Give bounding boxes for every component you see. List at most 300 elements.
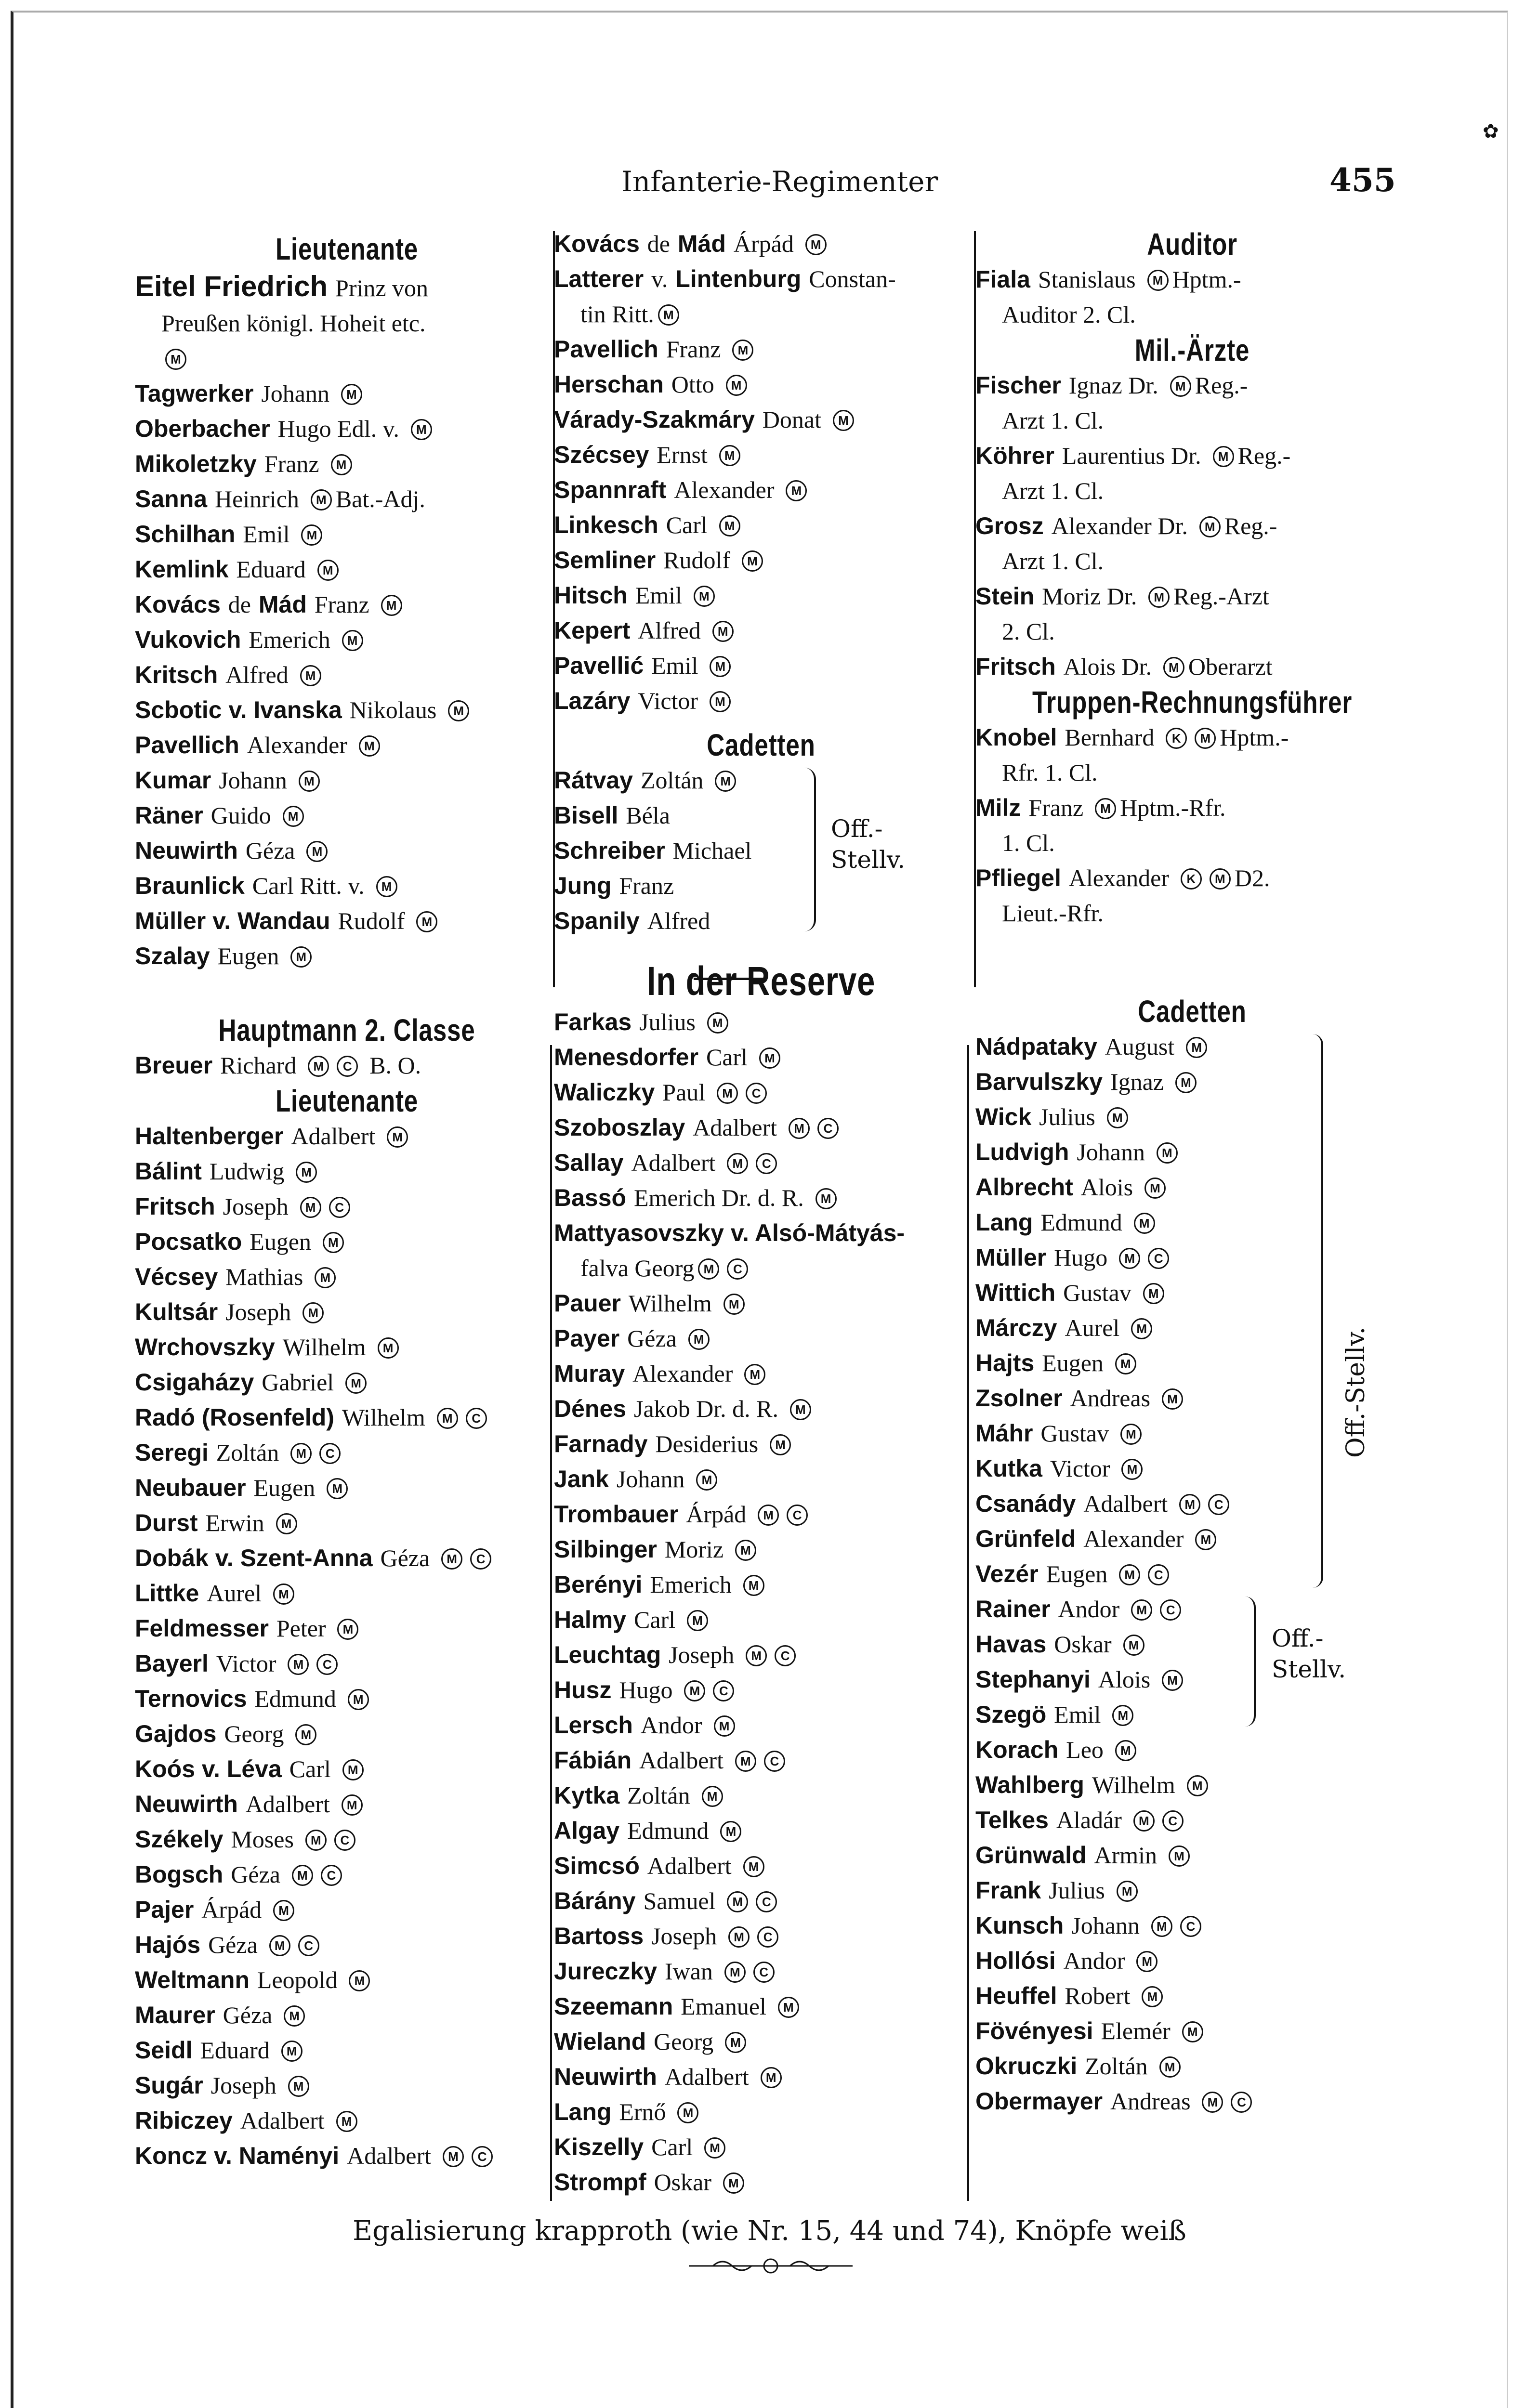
entry-continuation: Auditor 2. Cl. <box>1002 301 1136 328</box>
entry-given-name: Árpád <box>686 1501 747 1528</box>
entry-given-name: Gustav <box>1063 1279 1131 1306</box>
entry-surname: Algay <box>554 1817 620 1844</box>
m-icon: M <box>735 1540 756 1561</box>
off-stellv-label: Off.- Stellv. <box>831 815 906 874</box>
entry-given-name: Leopold <box>257 1966 338 1993</box>
entry-surname: Kumar <box>135 767 211 794</box>
list-item <box>554 1602 968 1637</box>
list-item <box>554 1989 968 2024</box>
entry-surname: Grünfeld <box>975 1525 1076 1552</box>
m-icon: M <box>1131 1318 1152 1339</box>
entry-surname: Kutka <box>975 1455 1042 1482</box>
list-item <box>975 1767 1409 1803</box>
m-icon: M <box>448 700 469 721</box>
entry-surname: Kovács <box>135 591 221 618</box>
m-icon: M <box>684 1680 705 1701</box>
entry-surname: Pavellić <box>554 652 644 679</box>
entry-surname: Kritsch <box>135 661 218 688</box>
entry-given-name: Eugen <box>250 1228 311 1255</box>
m-icon: M <box>743 1856 764 1877</box>
entry-continuation: falva Georg M C <box>554 1251 968 1286</box>
k-icon: K <box>1166 728 1187 749</box>
brace <box>1245 1597 1256 1727</box>
list-item <box>135 1857 559 1892</box>
entry-given-name: Eduard <box>236 556 306 583</box>
m-icon: M <box>786 480 807 501</box>
c-icon: C <box>319 1443 341 1464</box>
m-icon: M <box>1163 657 1184 678</box>
list-item <box>975 720 1409 790</box>
entry-surname: Oberbacher <box>135 415 270 442</box>
entry-given-name: Franz <box>619 872 674 899</box>
m-icon: M <box>727 1153 748 1174</box>
list-item <box>554 1813 968 1848</box>
entry-given-name: Carl <box>289 1755 331 1782</box>
m-icon: M <box>743 1575 764 1596</box>
entry-given-name: Ernő <box>619 2098 666 2125</box>
list-item <box>975 438 1409 509</box>
entry-given-name: Georg <box>654 2028 714 2055</box>
entry-given-name: Adalbert <box>693 1114 777 1141</box>
entry-given-name: Géza <box>380 1544 430 1571</box>
m-icon: M <box>300 1197 321 1218</box>
entry-given-name: Bernhard <box>1065 724 1155 751</box>
entry-given-name-part: Constan- <box>809 265 896 292</box>
c-icon: C <box>753 1962 775 1983</box>
entry-surname: Csanády <box>975 1490 1076 1517</box>
c-icon: C <box>466 1408 487 1429</box>
m-icon: M <box>1136 1951 1158 1972</box>
list-item <box>135 411 559 446</box>
entry-given-name: Carl Ritt. v. <box>252 872 365 899</box>
entry-surname: Köhrer <box>975 442 1054 469</box>
entry-given-name: Alfred <box>225 661 289 688</box>
entry-given-name: Erwin <box>205 1509 264 1536</box>
page-header <box>0 161 1539 209</box>
entry-given-name: Donat <box>762 406 822 433</box>
entry-continuation: 1. Cl. <box>1002 829 1055 856</box>
m-icon: M <box>1144 1178 1166 1199</box>
entry-surname: Jank <box>554 1466 609 1492</box>
entry-given-name: Emerich <box>650 1571 732 1598</box>
list-item <box>554 1321 968 1356</box>
entry-given-name: Adalbert <box>639 1747 723 1774</box>
entry-given-name: Heinrich <box>214 485 299 512</box>
list-item <box>135 1259 559 1295</box>
entry-surname: Herschan <box>554 371 664 398</box>
list-item <box>135 693 559 728</box>
list-item <box>554 472 968 508</box>
entry-surname: Bárány <box>554 1887 636 1914</box>
entry-given-name: Alexander <box>674 476 775 503</box>
list-item <box>975 509 1409 579</box>
entry-surname: Haltenberger <box>135 1123 284 1150</box>
entry-surname: Spannraft <box>554 476 667 503</box>
list-item <box>554 798 968 833</box>
entry-given-name: Armin <box>1094 1842 1158 1869</box>
entry-given-name: v. <box>651 265 668 292</box>
m-icon: M <box>416 911 437 932</box>
list-item <box>554 1848 968 1884</box>
entry-title: Reg.- <box>1195 372 1248 399</box>
list-item <box>975 262 1409 332</box>
entry-given-name: Franz <box>264 450 319 477</box>
entry-surname: Stein <box>975 583 1035 610</box>
entry-surname: Székely <box>135 1826 224 1853</box>
entry-given-name: Alexander <box>247 732 347 759</box>
m-icon: M <box>1213 446 1234 467</box>
entry-surname: Neuwirth <box>135 837 238 864</box>
list-item <box>975 1803 1409 1838</box>
auditor-heading: Auditor <box>1147 227 1237 262</box>
entry-title: Oberarzt <box>1188 653 1273 680</box>
entry-surname: Farkas <box>554 1008 632 1035</box>
entry-given-name: Paul <box>662 1079 706 1106</box>
entry-given-name: Gustav <box>1040 1420 1109 1447</box>
m-icon: M <box>1143 1283 1164 1304</box>
m-icon: M <box>1199 516 1221 537</box>
list-item <box>554 1637 968 1673</box>
m-icon: M <box>816 1188 837 1209</box>
c-icon: C <box>1208 1494 1229 1515</box>
m-icon: M <box>290 946 312 968</box>
entry-given-name: Johann <box>219 767 287 794</box>
list-item <box>135 587 559 622</box>
entry-given-name: Ignaz Dr. <box>1068 372 1158 399</box>
entry-surname: Pajer <box>135 1896 194 1923</box>
list-item <box>554 1919 968 1954</box>
entry-title: Hptm.- <box>1220 724 1289 751</box>
list-item <box>135 376 559 411</box>
list-item <box>135 1295 559 1330</box>
list-item <box>975 1908 1409 1943</box>
entry-given-name: Gabriel <box>262 1369 334 1396</box>
m-icon: M <box>1210 868 1231 890</box>
list-item <box>135 1576 559 1611</box>
list-item <box>135 446 559 482</box>
entry-given-name: de <box>647 230 670 257</box>
entry-surname: Mattyasovszky v. Alsó-Mátyás- <box>554 1219 905 1246</box>
m-icon: M <box>283 806 304 827</box>
m-icon: M <box>1121 1459 1143 1480</box>
entry-continuation: Arzt 1. Cl. <box>1002 407 1104 434</box>
rechnungsfuehrer-list <box>975 720 1409 931</box>
entry-surname: Linkesch <box>554 511 658 538</box>
list-item <box>554 367 968 402</box>
c-icon: C <box>1148 1564 1169 1585</box>
entry-surname: Spanily <box>554 907 640 934</box>
entry-surname: Havas <box>975 1631 1047 1658</box>
list-item <box>554 1532 968 1567</box>
entry-given-name: Hugo <box>619 1676 673 1703</box>
list-item <box>135 1963 559 1998</box>
m-icon: M <box>720 1821 741 1842</box>
entry-given-name: Alois Dr. <box>1063 653 1152 680</box>
entry-surname: Jung <box>554 872 612 899</box>
c-icon: C <box>817 1118 839 1139</box>
entry-surname: Telkes <box>975 1806 1049 1833</box>
entry-given-name: Alfred <box>638 617 701 644</box>
c-icon: C <box>321 1865 342 1886</box>
entry-given-name: Emil <box>1054 1701 1101 1728</box>
list-item <box>975 1521 1409 1557</box>
entry-given-name: Eugen <box>253 1474 316 1501</box>
entry-given-name: Joseph <box>651 1923 717 1950</box>
entry-given-name: Hugo Edl. v. <box>277 415 399 442</box>
entry-given-name: Edmund <box>627 1817 709 1844</box>
list-item <box>135 622 559 657</box>
m-icon: M <box>165 349 186 370</box>
list-item <box>135 1505 559 1541</box>
list-item <box>135 1541 559 1576</box>
entry-given-name: Emerich Dr. d. R. <box>633 1184 804 1211</box>
m-icon: M <box>712 621 734 642</box>
m-icon: M <box>1107 1107 1128 1128</box>
c-icon: C <box>746 1083 767 1104</box>
m-icon: M <box>315 1267 336 1288</box>
m-icon: M <box>715 771 736 792</box>
list-item <box>135 939 559 974</box>
entry-surname: Lersch <box>554 1712 633 1739</box>
entry-given-name: Julius <box>1049 1877 1105 1904</box>
list-item <box>975 1135 1409 1170</box>
entry-surname: Payer <box>554 1325 620 1352</box>
entry-surname: Berényi <box>554 1571 643 1598</box>
entry-given-name: Ernst <box>657 441 708 468</box>
m-icon: M <box>1159 2056 1181 2078</box>
entry-surname: Kunsch <box>975 1912 1064 1939</box>
m-icon: M <box>1186 1037 1207 1058</box>
list-item <box>554 648 968 683</box>
entry-surname: Husz <box>554 1676 612 1703</box>
list-item <box>135 728 559 763</box>
list-item <box>554 1040 968 1075</box>
m-icon: M <box>758 1505 779 1526</box>
entry-surname: Neuwirth <box>135 1791 238 1818</box>
entry-given-name: Géza <box>231 1861 280 1888</box>
m-icon: M <box>725 2032 746 2053</box>
m-icon: M <box>719 445 740 466</box>
entry-given-name: August <box>1105 1033 1175 1060</box>
entry-given-name: Moses <box>231 1826 294 1853</box>
list-item <box>554 402 968 437</box>
entry-continuation: tin Ritt. M <box>554 297 968 332</box>
list-item <box>554 2059 968 2094</box>
list-item <box>554 332 968 367</box>
entry-given-name: Stanislaus <box>1038 266 1136 293</box>
entry-given-name: Guido <box>210 802 271 829</box>
c-icon: C <box>1160 1599 1181 1621</box>
m-icon: M <box>1202 2092 1223 2113</box>
list-item <box>975 2014 1409 2049</box>
m-icon: M <box>323 1232 344 1253</box>
entry-given-name: Joseph <box>669 1641 735 1668</box>
c-icon: C <box>334 1830 355 1851</box>
m-icon: M <box>744 1364 765 1385</box>
list-item <box>554 613 968 648</box>
m-icon: M <box>295 1724 316 1745</box>
m-icon: M <box>732 340 753 361</box>
entry-surname: Szegö <box>975 1701 1047 1728</box>
entry-surname: Wrchovszky <box>135 1334 275 1361</box>
entry-surname: Kovács <box>554 230 640 257</box>
m-icon: M <box>727 1891 748 1912</box>
list-item <box>975 1029 1409 1064</box>
list-item <box>135 1927 559 1963</box>
middle-cadetten-list <box>554 763 968 939</box>
entry-surname: Kepert <box>554 617 631 644</box>
m-icon: M <box>658 304 679 326</box>
list-item <box>554 262 968 332</box>
list-item <box>135 1365 559 1400</box>
entry-given-name: Edmund <box>254 1685 336 1712</box>
entry-given-name: Laurentius Dr. <box>1062 442 1201 469</box>
entry-surname: Durst <box>135 1509 198 1536</box>
m-icon: M <box>331 454 352 475</box>
entry-surname: Latterer <box>554 265 644 292</box>
entry-surname: Korach <box>975 1736 1059 1763</box>
entry-surname: Grünwald <box>975 1842 1087 1869</box>
m-icon: M <box>296 1162 317 1183</box>
entry-given-name: Elemér <box>1101 2017 1171 2044</box>
entry-surname: Pfliegel <box>975 864 1061 891</box>
cadetten-list-c <box>975 1732 1409 2119</box>
list-item <box>975 1592 1409 1627</box>
c-icon: C <box>1148 1248 1169 1269</box>
entry-surname: Bayerl <box>135 1650 209 1677</box>
m-icon: M <box>742 550 763 572</box>
m-icon: M <box>710 691 731 712</box>
entry-surname: Gajdos <box>135 1720 217 1747</box>
m-icon: M <box>789 1118 810 1139</box>
entry-surname: Trombauer <box>554 1501 679 1528</box>
c-icon: C <box>329 1197 350 1218</box>
list-item <box>135 1646 559 1681</box>
entry-surname-part: Mád <box>258 591 307 618</box>
entry-surname: Fritsch <box>135 1193 215 1220</box>
entry-given-name: Joseph <box>223 1193 289 1220</box>
entry-surname: Rátvay <box>554 767 633 794</box>
entry-surname: Semliner <box>554 547 656 574</box>
entry-surname: Milz <box>975 794 1021 821</box>
entry-surname: Müller <box>975 1244 1047 1271</box>
entry-surname: Albrecht <box>975 1174 1073 1201</box>
entry-surname: Pavellich <box>135 732 239 759</box>
entry-surname: Wick <box>975 1103 1032 1130</box>
m-icon: M <box>292 1865 313 1886</box>
entry-given-name: Carl <box>666 511 708 538</box>
entry-continuation: Rfr. 1. Cl. <box>1002 759 1098 786</box>
m-icon: M <box>833 410 854 431</box>
entry-given-name: Iwan <box>664 1958 713 1985</box>
m-icon: M <box>704 2137 725 2159</box>
entry-surname: Farnady <box>554 1430 648 1457</box>
list-item <box>975 1240 1409 1275</box>
list-item <box>975 579 1409 649</box>
entry-given-name: Árpád <box>201 1896 262 1923</box>
entry-surname: Vécsey <box>135 1263 218 1290</box>
entry-surname: Márczy <box>975 1314 1057 1341</box>
m-icon: M <box>288 1654 309 1675</box>
entry-given-name: Robert <box>1065 1982 1131 2009</box>
entry-given-name: Eugen <box>217 942 279 969</box>
list-item <box>135 1119 559 1154</box>
entry-surname: Vukovich <box>135 626 241 653</box>
entry-surname: Bogsch <box>135 1861 224 1888</box>
list-item <box>554 1954 968 1989</box>
entry-title: Hptm.-Rfr. <box>1120 794 1226 821</box>
list-item <box>135 1822 559 1857</box>
entry-surname: Szeemann <box>554 1993 673 2020</box>
m-icon: M <box>276 1513 297 1534</box>
m-icon: M <box>687 1610 708 1631</box>
entry-surname: Wieland <box>554 2028 646 2055</box>
m-icon: M <box>441 1548 462 1570</box>
entry-given-name: Otto <box>671 371 714 398</box>
list-item <box>554 683 968 719</box>
list-item <box>135 1330 559 1365</box>
list-item <box>975 368 1409 438</box>
entry-surname: Bálint <box>135 1158 202 1185</box>
list-item <box>554 543 968 578</box>
m-icon: M <box>1120 1424 1142 1445</box>
entry-surname: Lang <box>554 2098 612 2125</box>
list-item <box>554 437 968 472</box>
c-icon: C <box>757 1926 778 1948</box>
m-icon: M <box>707 1012 728 1034</box>
m-icon: M <box>306 841 328 862</box>
left-lieutenante-list-2 <box>135 1119 559 2173</box>
list-item <box>135 1224 559 1259</box>
m-icon: M <box>359 735 380 757</box>
entry-surname: Jureczky <box>554 1958 658 1985</box>
m-icon: M <box>1142 1986 1163 2007</box>
m-icon: M <box>723 1294 745 1315</box>
list-item <box>135 868 559 903</box>
entry-surname: Radó (Rosenfeld) <box>135 1404 334 1431</box>
list-item <box>975 1557 1409 1592</box>
list-item <box>975 1170 1409 1205</box>
entry-surname: Ludvigh <box>975 1139 1069 1165</box>
middle-lieutenante-list <box>554 226 968 719</box>
list-item <box>554 1497 968 1532</box>
entry-surname: Schreiber <box>554 837 665 864</box>
list-item <box>554 903 968 939</box>
m-icon: M <box>761 2067 782 2088</box>
list-item <box>135 482 559 517</box>
list-item <box>554 763 968 798</box>
m-icon: M <box>696 1469 717 1491</box>
entry-surname: Kytka <box>554 1782 620 1809</box>
rechnungsfuehrer-heading: Truppen-Rechnungsführer <box>1032 685 1353 720</box>
m-icon: M <box>273 1584 294 1605</box>
m-icon: M <box>746 1645 767 1666</box>
entry-surname: Braunlick <box>135 872 245 899</box>
list-item <box>554 1145 968 1180</box>
list-item <box>135 1435 559 1470</box>
m-icon: M <box>1175 1072 1197 1093</box>
entry-surname: Bartoss <box>554 1923 644 1950</box>
entry-given-name: Emil <box>635 582 682 609</box>
entry-surname: Pavellich <box>554 336 658 363</box>
m-icon: M <box>290 1443 312 1464</box>
entry-given-name: Adalbert <box>245 1791 330 1818</box>
right-column <box>975 226 1409 2119</box>
entry-given-name: Victor <box>638 687 698 714</box>
entry-given-name: Michael <box>672 837 752 864</box>
list-item <box>554 1743 968 1778</box>
c-icon: C <box>756 1153 777 1174</box>
